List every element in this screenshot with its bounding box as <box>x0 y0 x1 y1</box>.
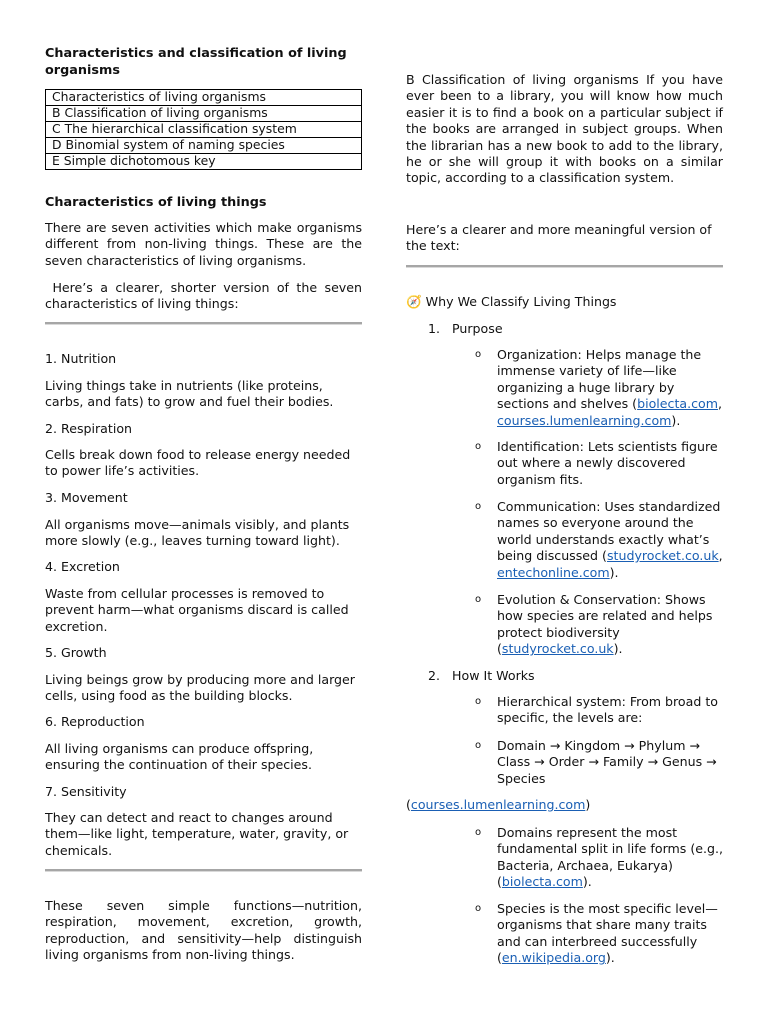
item-heading: 7. Sensitivity <box>45 784 127 799</box>
levels-citation: (courses.lumenlearning.com) <box>406 797 591 812</box>
bullet-icon: o <box>475 349 482 360</box>
divider <box>45 322 362 325</box>
clearer-paragraph: Here’s a clearer, shorter version of the seven characteristics of living things: <box>45 280 367 312</box>
item-text: All living organisms can produce offspring, ensuring the continuation of their species. <box>45 741 314 773</box>
taxonomy-levels: Domain → Kingdom → Phylum → Class → Order → Family → Genus → Species <box>497 738 717 786</box>
source-link[interactable]: entechonline.com <box>497 564 610 580</box>
document-title: Characteristics and classification of living organisms <box>45 46 347 78</box>
why-classify-heading: 🧭 Why We Classify Living Things <box>406 294 617 309</box>
list-item: o Hierarchical system: From broad to specific, the levels are: <box>475 694 718 726</box>
source-link[interactable]: biolecta.com <box>637 396 719 412</box>
list-item: o Communication: Uses standardized names so everyone around the world understands exactly what’s being discussed (studyrocket.co.uk, entechonline.com). <box>475 499 723 580</box>
contents-table <box>45 89 362 170</box>
clearer-version-note: Here’s a clearer and more meaningful version of the text: <box>406 222 712 254</box>
list-item: o Identification: Lets scientists figure out where a newly discovered organism fits. <box>475 439 718 487</box>
classification-intro: B Classification of living organisms If you have ever been to a library, you will know how much easier it is to find a book on a particular subject if the books are arranged in subject groups. When the librarian has a new book to add to the library, he or she will group it with books on a similar topic, according to a classification system. <box>406 72 723 186</box>
item-text: Living things take in nutrients (like proteins, carbs, and fats) to grow and fuel their bodies. <box>45 378 334 410</box>
bullet-icon: o <box>475 740 482 751</box>
source-link[interactable]: courses.lumenlearning.com <box>497 412 672 428</box>
bullet-icon: o <box>475 501 482 512</box>
item-text: Cells break down food to release energy needed to power life’s activities. <box>45 447 351 479</box>
item-text: All organisms move—animals visibly, and plants more slowly (e.g., leaves turning toward light). <box>45 517 350 549</box>
item-heading: 3. Movement <box>45 490 128 505</box>
source-link[interactable]: studyrocket.co.uk <box>501 641 614 657</box>
item-heading: 5. Growth <box>45 645 107 660</box>
item-text: Waste from cellular processes is removed to prevent harm—what organisms discard is called excretion. <box>45 586 349 634</box>
source-link[interactable]: courses.lumenlearning.com <box>410 797 586 812</box>
toc-row: E Simple dichotomous key <box>46 154 362 170</box>
section-heading: Characteristics of living things <box>45 195 267 210</box>
bullet-icon: o <box>475 903 482 914</box>
item-heading: 2. Respiration <box>45 421 133 436</box>
source-link[interactable]: en.wikipedia.org <box>501 950 606 966</box>
divider <box>45 869 362 872</box>
source-link[interactable]: biolecta.com <box>501 874 583 890</box>
list-item <box>475 738 727 787</box>
item-text: Living beings grow by producing more and larger cells, using food as the building blocks. <box>45 672 355 704</box>
how-it-works-label: 2. How It Works <box>428 668 535 683</box>
summary-paragraph: These seven simple functions—nutrition, respiration, movement, excretion, growth, reproduction, and sensitivity—help distinguish living organisms from non-living things. <box>45 898 362 963</box>
list-item: o Species is the most specific level—organisms that share many traits and can interbreed successfully (en.wikipedia.org). <box>475 901 718 966</box>
intro-paragraph: There are seven activities which make organisms different from non-living things. These are the seven characteristics of living organisms. <box>45 220 362 268</box>
toc-row: B Classification of living organisms <box>46 106 362 122</box>
item-heading: 1. Nutrition <box>45 351 117 366</box>
list-item: o Organization: Helps manage the immense variety of life—like organizing a huge library by sections and shelves (biolecta.com, courses.lumenlearning.com). <box>475 347 723 428</box>
list-item: o Evolution & Conservation: Shows how species are related and helps protect biodiversity (studyrocket.co.uk). <box>475 592 713 657</box>
bullet-icon: o <box>475 594 482 605</box>
item-heading: 6. Reproduction <box>45 714 145 729</box>
bullet-icon: o <box>475 696 482 707</box>
bullet-icon: o <box>475 441 482 452</box>
item-heading: 4. Excretion <box>45 559 120 574</box>
item-text: They can detect and react to changes around them—like light, temperature, water, gravity, or chemicals. <box>45 810 349 858</box>
list-item: o Domains represent the most fundamental split in life forms (e.g., Bacteria, Archaea, Eukarya) (biolecta.com). <box>475 825 724 890</box>
toc-row: C The hierarchical classification system <box>46 122 362 138</box>
bullet-icon: o <box>475 827 482 838</box>
source-link[interactable]: studyrocket.co.uk <box>606 548 719 564</box>
divider <box>406 265 723 268</box>
purpose-label: 1. Purpose <box>428 321 503 336</box>
toc-row: D Binomial system of naming species <box>46 138 362 154</box>
toc-row: Characteristics of living organisms <box>46 90 362 106</box>
